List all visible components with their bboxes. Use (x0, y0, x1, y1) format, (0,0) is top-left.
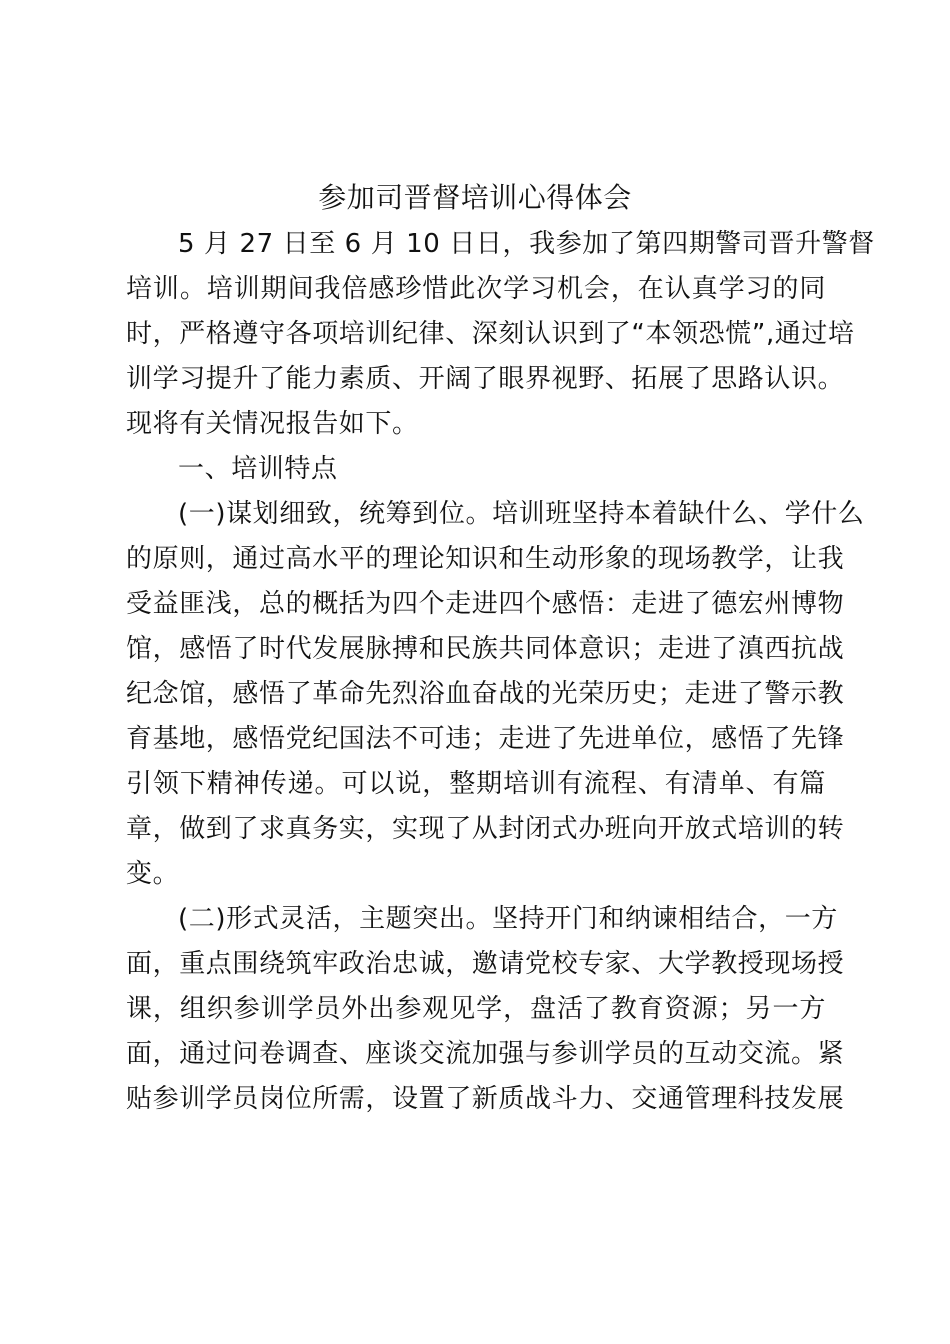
body-line: 5 月 27 日至 6 月 10 日日，我参加了第四期警司晋升警督 (178, 229, 875, 259)
body-line: 纪念馆，感悟了革命先烈浴血奋战的光荣历史；走进了警示教 (126, 679, 845, 709)
body-line: (二)形式灵活，主题突出。坚持开门和纳谏相结合，一方 (178, 904, 838, 934)
body-line: 贴参训学员岗位所需，设置了新质战斗力、交通管理科技发展 (126, 1084, 845, 1114)
section-heading: 一、培训特点 (178, 454, 338, 484)
body-line: 课，组织参训学员外出参观见学，盘活了教育资源；另一方 (126, 994, 826, 1024)
body-line: 面，通过问卷调查、座谈交流加强与参训学员的互动交流。紧 (126, 1039, 845, 1069)
body-line: 的原则，通过高水平的理论知识和生动形象的现场教学，让我 (126, 544, 845, 574)
body-line: 育基地，感悟党纪国法不可违；走进了先进单位，感悟了先锋 (126, 724, 845, 754)
body-line: 培训。培训期间我倍感珍惜此次学习机会，在认真学习的同 (126, 274, 826, 304)
body-line: 现将有关情况报告如下。 (126, 409, 419, 439)
body-line: 馆，感悟了时代发展脉搏和民族共同体意识；走进了滇西抗战 (126, 634, 845, 664)
document-title: 参加司晋督培训心得体会 (318, 181, 632, 214)
body-line: 引领下精神传递。可以说，整期培训有流程、有清单、有篇 (126, 769, 826, 799)
body-line: 面，重点围绕筑牢政治忠诚，邀请党校专家、大学教授现场授 (126, 949, 845, 979)
body-line: 时，严格遵守各项培训纪律、深刻认识到了“本领恐慌”,通过培 (126, 319, 855, 349)
body-line: (一)谋划细致，统筹到位。培训班坚持本着缺什么、学什么 (178, 499, 865, 529)
body-line: 变。 (126, 859, 180, 889)
body-line: 章，做到了求真务实，实现了从封闭式办班向开放式培训的转 (126, 814, 845, 844)
body-line: 受益匪浅，总的概括为四个走进四个感悟：走进了德宏州博物 (126, 589, 845, 619)
body-line: 训学习提升了能力素质、开阔了眼界视野、拓展了思路认识。 (126, 364, 845, 394)
